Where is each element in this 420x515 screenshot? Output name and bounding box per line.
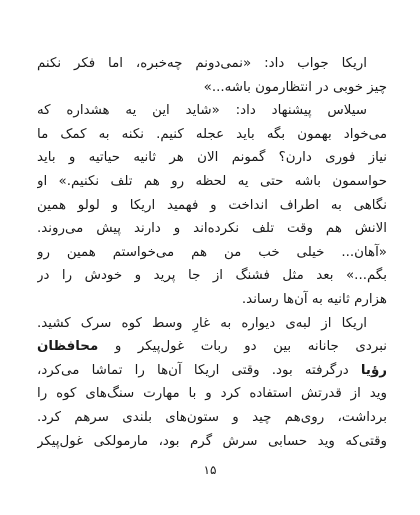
bold-title-phrase: محافظان <box>37 339 99 355</box>
text-line: الانش هم وقت تلف نکرده‌اند و دارند پیش می‌روند. <box>37 221 387 237</box>
text-line: اریکا از لبه‌ی دیواره به غارِ وسط کوه سرک کشید. <box>37 315 367 331</box>
text-line: نیاز فوری دارن؟ گمونم الان هر ثانیه حیاتیه و باید <box>37 150 387 166</box>
page-number: ۱۵ <box>203 463 217 477</box>
text-fragment: درگرفته بود. وقتی اریکا آن‌ها را تماشا می‌کرد، <box>37 362 361 378</box>
text-line-with-bold <box>37 335 387 359</box>
text-line: حواسمون باشه حتی یه لحظه رو هم تلف نکنیم.» او <box>37 173 387 189</box>
text-line: هزارم ثانیه به آن‌ها رساند. <box>241 291 387 307</box>
bold-title-phrase: رؤیا <box>360 362 387 378</box>
text-line: برداشت، روی‌هم چید و ستون‌های بلندی سرهم کرد. <box>37 409 387 425</box>
text-line-with-bold <box>37 359 387 383</box>
book-page-text <box>37 52 387 453</box>
text-line: بگم...» بعد مثل فشنگ از جا پرید و خودش را در <box>37 268 387 284</box>
text-fragment: نبردی جانانه بین دو ربات غول‌پیکر و <box>98 339 387 355</box>
text-line: وقتی‌که وید حسابی سرش گرم بود، مارمولکی غول‌پیکر <box>37 433 387 449</box>
text-line: وید از قدرتش استفاده کرد و با مهارت سنگ‌های کوه را <box>37 386 387 402</box>
text-line: «آهان... خیلی خب من هم می‌خواستم همین رو <box>37 244 387 260</box>
text-line: اریکا جواب داد: «نمی‌دونم چه‌خبره، اما فکر نکنم <box>37 56 367 71</box>
text-line: چیز خوبی در انتظارمون باشه...» <box>203 79 387 95</box>
text-line: می‌خواد بهمون بگه باید عجله کنیم. نکنه به کمک ما <box>37 126 387 142</box>
text-line: سیلاس پیشنهاد داد: «شاید این یه هشداره که <box>37 103 367 119</box>
text-line: نگاهی به اطراف انداخت و فهمید اریکا و لولو همین <box>37 197 387 213</box>
